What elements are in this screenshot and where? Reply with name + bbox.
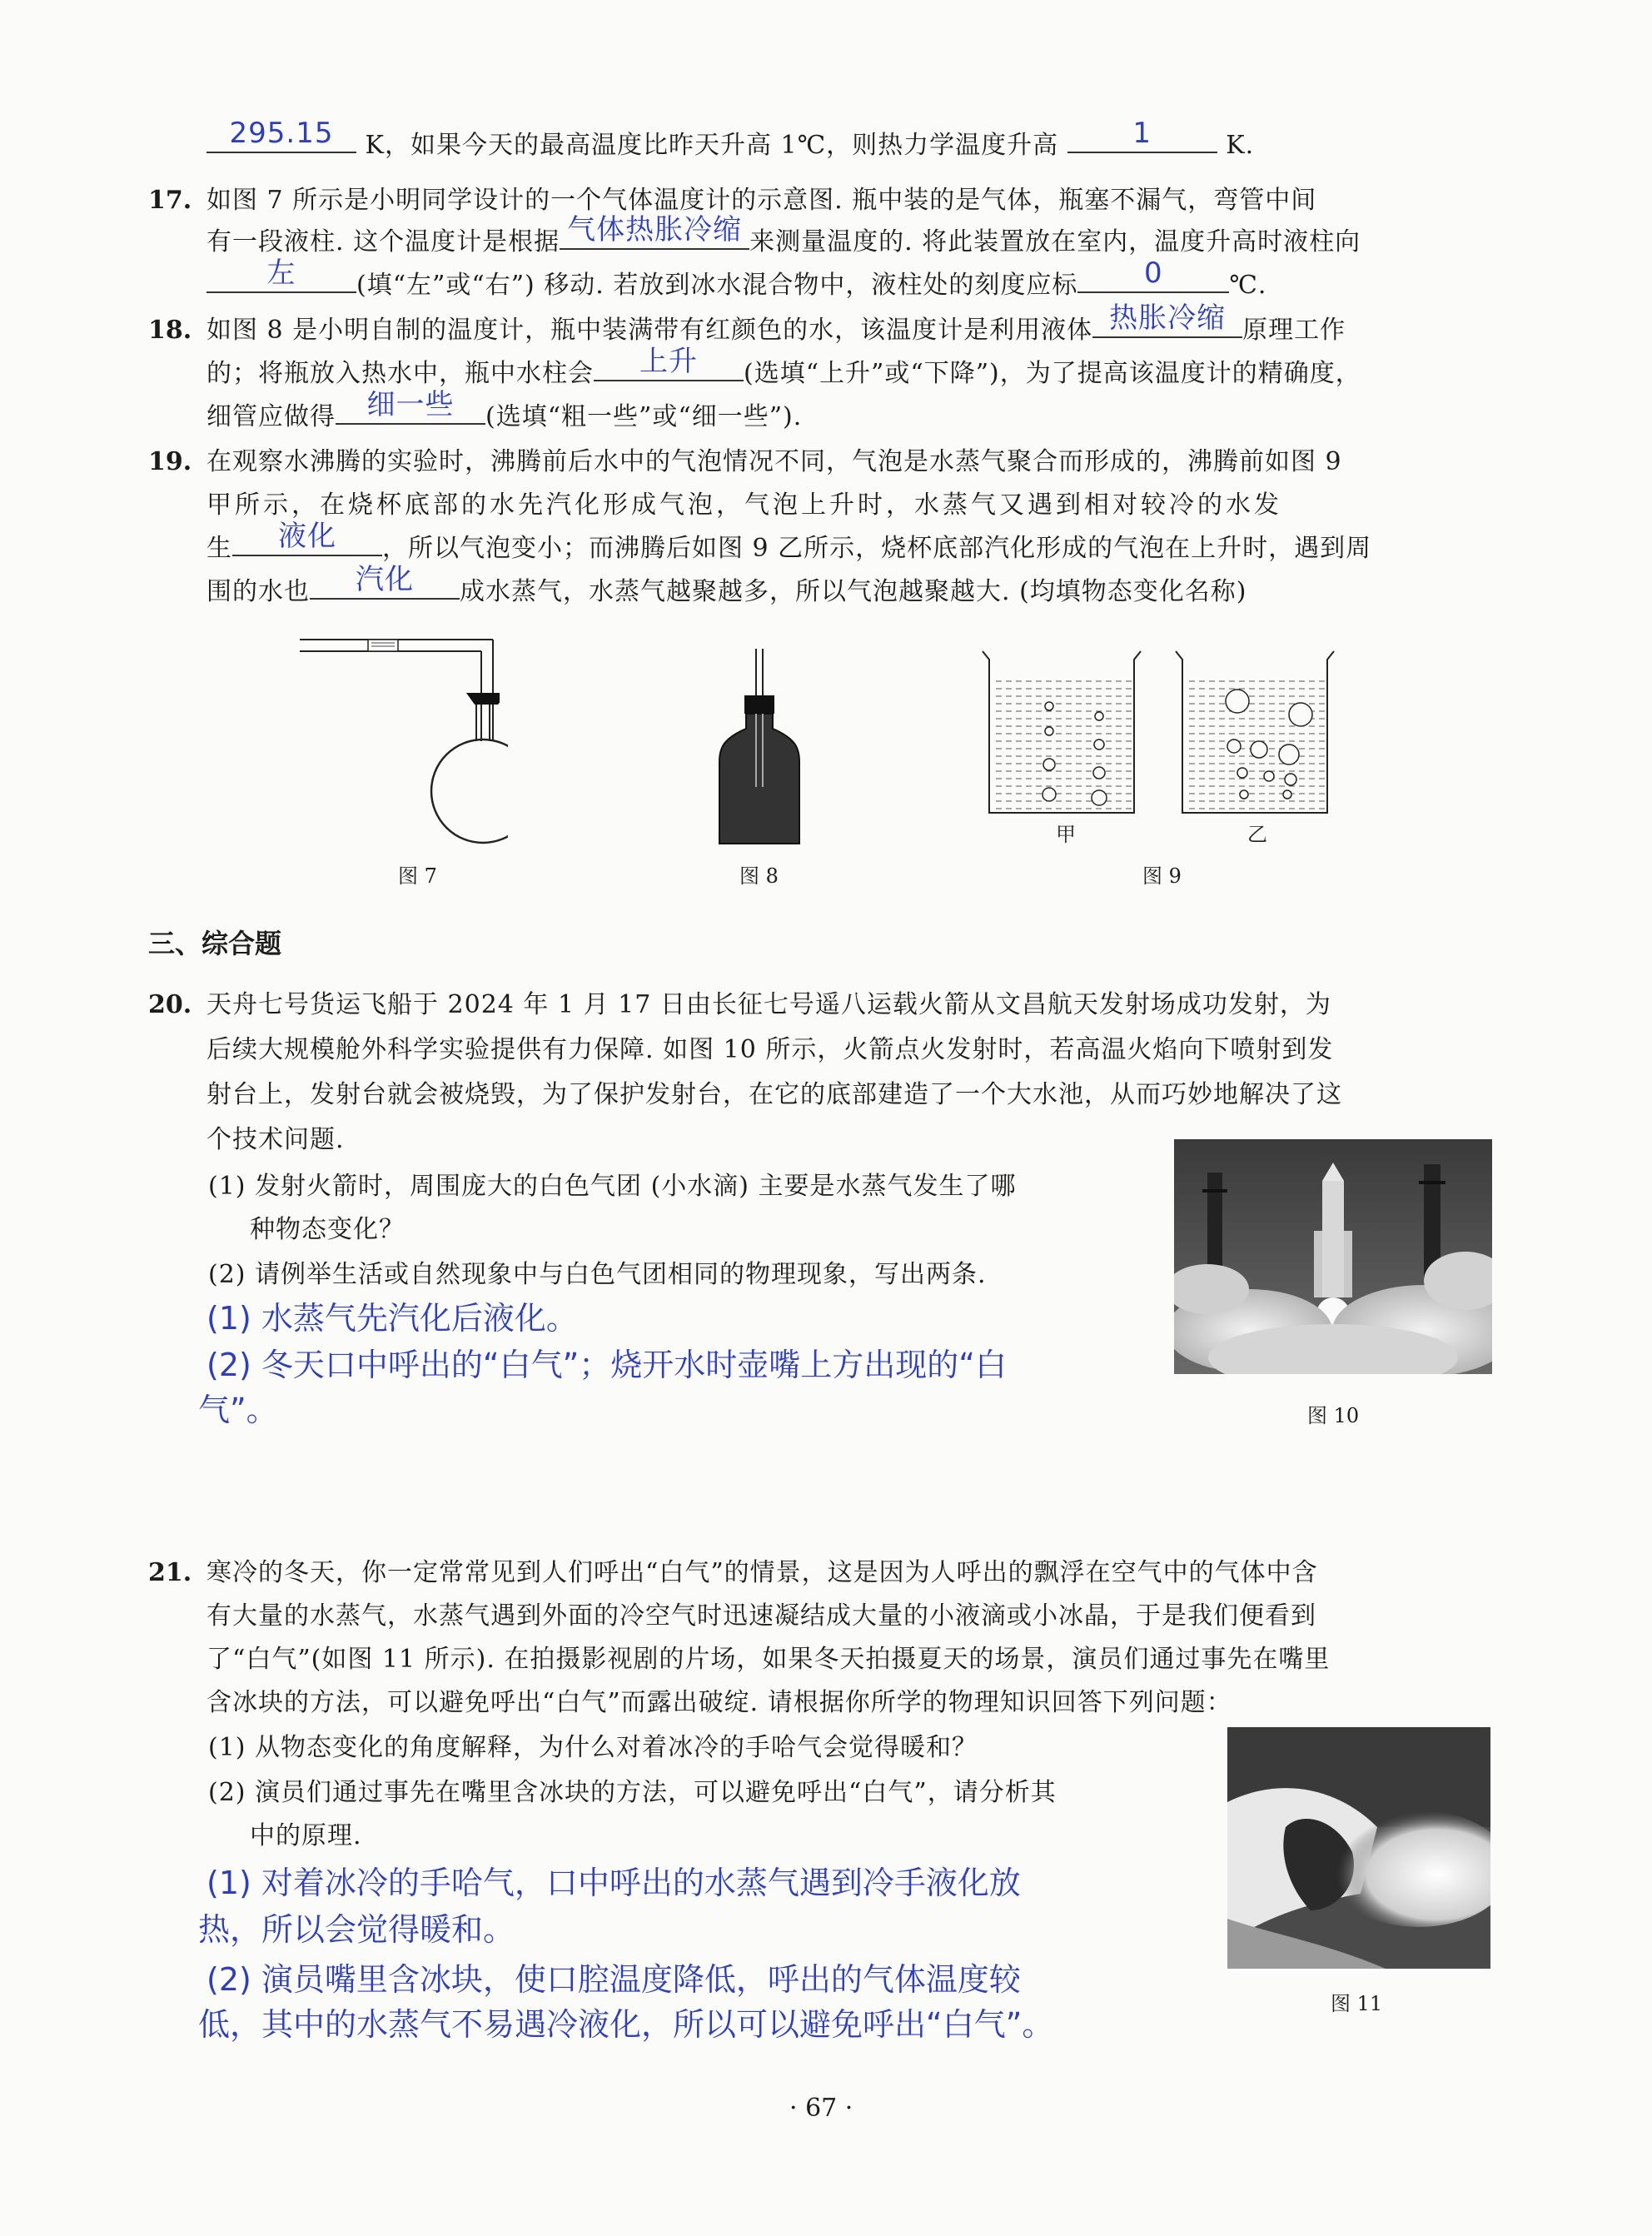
q17-number: 17. <box>148 186 192 215</box>
q20-line-3: 射台上，发射台就会被烧毁，为了保护发射台，在它的底部建造了一个大水池，从而巧妙地解决了这 <box>206 1080 1342 1109</box>
q21-number: 21. <box>148 1558 192 1587</box>
q19-line-4: 围的水也 汽化 成水蒸气，水蒸气越聚越多，所以气泡越聚越大. (均填物态变化名称) <box>206 563 1247 606</box>
q17-blank-1[interactable] <box>560 213 749 250</box>
q20-sub-1b: 种物态变化？ <box>250 1215 405 1244</box>
q18-answer-2: 上升 <box>639 345 698 378</box>
q21-line-3: 了“白气”(如图 11 所示). 在拍摄影视剧的片场，如果冬天拍摄夏天的场景，演员们通过事先在嘴里 <box>206 1645 1331 1674</box>
q21-answer-1a: (1) 对着冰冷的手哈气，口中呼出的水蒸气遇到冷手液化放 <box>206 1865 1021 1901</box>
q16-text-2: K. <box>1226 131 1255 160</box>
q20-number: 20. <box>148 990 192 1019</box>
q20-line-4: 个技术问题. <box>206 1125 345 1154</box>
q21-sub-1: (1) 从物态变化的角度解释，为什么对着冰冷的手哈气会觉得暖和？ <box>208 1733 978 1762</box>
q17-blank-2[interactable] <box>206 256 356 293</box>
q16-blank-1[interactable] <box>206 117 356 153</box>
q17-line-2: 有一段液柱. 这个温度计是根据 气体热胀冷缩 来测量温度的. 将此装置放在室内，温度升高时液柱向 <box>206 213 1361 256</box>
q16-answer-2: 1 <box>1132 117 1152 150</box>
q18-line-2: 的；将瓶放入热水中，瓶中水柱会 上升 (选填“上升”或“下降”)，为了提高该温度计的精确度， <box>206 345 1361 388</box>
q21-line-4: 含冰块的方法，可以避免呼出“白气”而露出破绽. 请根据你所学的物理知识回答下列问题： <box>206 1688 1232 1717</box>
q17-blank-3[interactable] <box>1077 256 1229 293</box>
q19-line-1: 在观察水沸腾的实验时，沸腾前后水中的气泡情况不同，气泡是水蒸气聚合而形成的，沸腾前如图 9 <box>206 447 1342 476</box>
q21-answer-2b: 低，其中的水蒸气不易遇冷液化，所以可以避免呼出“白气”。 <box>198 2006 1054 2043</box>
beaker-yi <box>1176 651 1334 813</box>
q16-blank-2[interactable] <box>1067 117 1217 153</box>
q19-blank-2[interactable] <box>310 563 460 600</box>
section-heading: 三、综合题 <box>148 928 282 959</box>
figure-9-caption: 图 9 <box>1142 864 1182 888</box>
q21-sub-2a: (2) 演员们通过事先在嘴里含冰块的方法，可以避免呼出“白气”，请分析其 <box>208 1778 1057 1807</box>
beaker-jia <box>983 651 1141 813</box>
q20-sub-1a: (1) 发射火箭时，周围庞大的白色气团 (小水滴) 主要是水蒸气发生了哪 <box>208 1172 1017 1201</box>
q16-line <box>206 117 1255 168</box>
q20-answer-2b: 气”。 <box>198 1392 278 1428</box>
figure-7-caption: 图 7 <box>398 864 437 888</box>
q20-sub-2: (2) 请例举生活或自然现象中与白色气团相同的物理现象，写出两条. <box>208 1260 987 1289</box>
q18-number: 18. <box>148 316 192 345</box>
q20-answer-2a: (2) 冬天口中呼出的“白气”；烧开水时壶嘴上方出现的“白 <box>206 1347 1007 1383</box>
figure-9-label-yi: 乙 <box>1247 823 1267 846</box>
q16-text-1: K，如果今天的最高温度比昨天升高 1℃，则热力学温度升高 <box>365 131 1059 160</box>
q21-line-2: 有大量的水蒸气，水蒸气遇到外面的冷空气时迅速凝结成大量的小液滴或小冰晶，于是我们便看到 <box>206 1601 1316 1631</box>
q21-answer-2a: (2) 演员嘴里含冰块，使口腔温度降低，呼出的气体温度较 <box>206 1961 1021 1998</box>
q18-blank-1[interactable] <box>1092 301 1242 338</box>
q16-answer-1: 295.15 <box>229 117 334 150</box>
q18-blank-3[interactable] <box>336 388 485 425</box>
q21-line-1: 寒冷的冬天，你一定常常见到人们呼出“白气”的情景，这是因为人呼出的飘浮在空气中的气体中含 <box>206 1558 1318 1587</box>
q17-answer-2: 左 <box>266 256 296 290</box>
q17-line-1: 如图 7 所示是小明同学设计的一个气体温度计的示意图. 瓶中装的是气体，瓶塞不漏气，弯管中间 <box>206 186 1317 215</box>
q17-answer-1: 气体热胀冷缩 <box>567 213 743 247</box>
figure-9-label-jia: 甲 <box>1056 823 1076 846</box>
q18-answer-1: 热胀冷缩 <box>1109 301 1227 335</box>
figure-10-caption: 图 10 <box>1307 1404 1360 1427</box>
q21-sub-2b: 中的原理. <box>250 1821 362 1850</box>
q19-answer-1: 液化 <box>278 520 336 553</box>
q19-number: 19. <box>148 447 192 476</box>
figure-7-flask <box>291 633 508 849</box>
figure-11-breath-photo <box>1227 1727 1490 1969</box>
figure-10-rocket-photo <box>1174 1139 1492 1374</box>
q20-line-1: 天舟七号货运飞船于 2024 年 1 月 17 日由长征七号遥八运载火箭从文昌航天发射场成功发射，为 <box>206 990 1331 1019</box>
q19-line-3: 生 液化 ，所以气泡变小；而沸腾后如图 9 乙所示，烧杯底部汽化形成的气泡在上升时，遇到周 <box>206 520 1372 563</box>
q17-line-3: 左 (填“左”或“右”) 移动. 若放到冰水混合物中，液柱处的刻度应标 0 ℃. <box>206 263 1266 308</box>
q19-answer-2: 汽化 <box>356 563 414 596</box>
q20-answer-1: (1) 水蒸气先汽化后液化。 <box>206 1300 578 1337</box>
q19-blank-1[interactable] <box>232 520 382 556</box>
figure-11-caption: 图 11 <box>1331 1992 1383 2015</box>
q18-blank-2[interactable] <box>594 345 744 381</box>
q18-answer-3: 细一些 <box>366 388 455 421</box>
q17-answer-3: 0 <box>1144 256 1163 290</box>
figure-9-beakers <box>979 648 1342 841</box>
q19-line-2: 甲所示，在烧杯底部的水先汽化形成气泡，气泡上升时，水蒸气又遇到相对较冷的水发 <box>206 491 1282 520</box>
q18-line-3: 细管应做得 细一些 (选填“粗一些”或“细一些”). <box>206 388 803 431</box>
figure-8-caption: 图 8 <box>739 864 779 888</box>
page-number: · 67 · <box>789 2094 853 2123</box>
q21-answer-1b: 热，所以会觉得暖和。 <box>198 1911 515 1948</box>
q20-line-2: 后续大规模舱外科学实验提供有力保障. 如图 10 所示，火箭点火发射时，若高温火焰向下喷射到发 <box>206 1035 1334 1064</box>
q18-line-1: 如图 8 是小明自制的温度计，瓶中装满带有红颜色的水，该温度计是利用液体 热胀冷缩 原理工作 <box>206 301 1346 345</box>
figure-8-bottle-thermometer <box>713 645 804 854</box>
